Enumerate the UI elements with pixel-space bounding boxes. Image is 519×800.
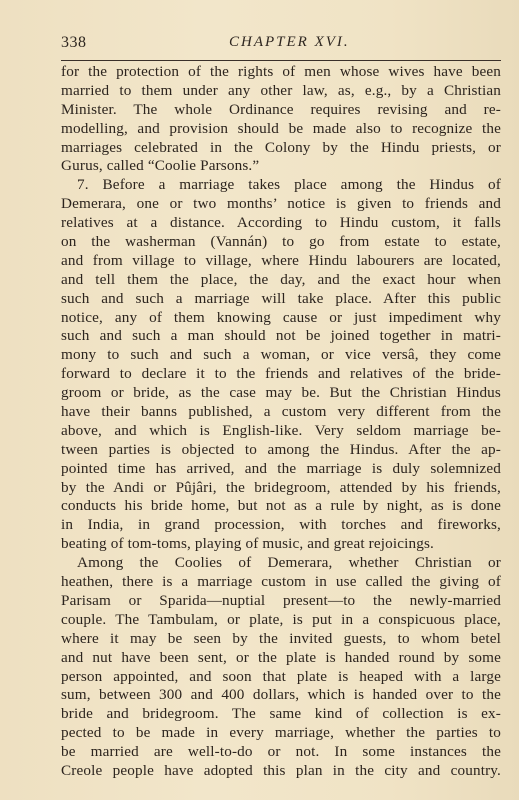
text-line: couple. The Tambulam, or plate, is put in a conspicuous place, [61, 610, 501, 628]
text-line: in India, in grand procession, with torches and fireworks, [61, 516, 501, 534]
page-number: 338 [61, 34, 87, 51]
text-line: above, and which is English-like. Very seldom marriage be- [61, 421, 501, 439]
text-line: bride and bridegroom. The same kind of collection is ex- [61, 705, 501, 723]
text-line: pointed time has arrived, and the marriage is duly solemnized [61, 459, 501, 477]
text-line: such and such a man should not be joined together in matri- [61, 327, 501, 345]
text-line: notice, any of them knowing cause or just impediment why [61, 308, 501, 326]
text-line: and tell them the place, the day, and the exact hour when [61, 270, 501, 288]
text-line: modelling, and provision should be made also to recognize the [61, 119, 501, 137]
text-line: relatives at a distance. According to Hindu custom, it falls [61, 214, 501, 232]
text-line: married to them under any other law, as, e.g., by a Christian [61, 81, 501, 99]
text-line: Parisam or Sparida—nuptial present—to the newly-married [61, 591, 501, 609]
text-line: Among the Coolies of Demerara, whether Christian or [77, 554, 501, 572]
text-line: heathen, there is a marriage custom in use called the giving of [61, 573, 501, 591]
text-line: and from village to village, where Hindu labourers are located, [61, 251, 501, 269]
text-line: Creole people have adopted this plan in the city and country. [61, 761, 501, 779]
text-line: groom or bride, as the case may be. But the Christian Hindus [61, 384, 501, 402]
text-line: beating of tom-toms, playing of music, and great rejoicings. [61, 535, 434, 553]
text-line: person appointed, and soon that plate is heaped with a large [61, 667, 501, 685]
text-line: Demerara, one or two months’ notice is given to friends and [61, 195, 501, 213]
text-line: Minister. The whole Ordinance requires revising and re- [61, 100, 501, 118]
text-line: pected to be made in every marriage, whether the parties to [61, 724, 501, 742]
text-line: by the Andi or Pûjâri, the bridegroom, attended by his friends, [61, 478, 501, 496]
body-text [61, 63, 501, 781]
text-line: tween parties is objected to among the Hindus. After the ap- [61, 440, 501, 458]
text-line: on the washerman (Vannán) to go from estate to estate, [61, 233, 501, 251]
text-line: conducts his bride home, but not as a rule by night, as is done [61, 497, 501, 515]
text-line: and nut have been sent, or the plate is handed round by some [61, 648, 501, 666]
text-line: where it may be seen by the invited guests, to whom betel [61, 629, 501, 647]
text-line: 7. Before a marriage takes place among the Hindus of [77, 176, 501, 194]
running-head: CHAPTER XVI. [229, 34, 350, 50]
text-line: sum, between 300 and 400 dollars, which is handed over to the [61, 686, 501, 704]
page-header [61, 34, 501, 58]
text-line: mony to such and such a woman, or vice versâ, they come [61, 346, 501, 364]
text-line: Gurus, called “Coolie Parsons.” [61, 157, 260, 175]
text-line: such and such a marriage will take place. After this public [61, 289, 501, 307]
text-line: have their banns published, a custom very different from the [61, 403, 501, 421]
text-line: be married are well-to-do or not. In some instances the [61, 743, 501, 761]
text-line: for the protection of the rights of men whose wives have been [61, 63, 501, 80]
text-line: marriages celebrated in the Colony by the Hindu priests, or [61, 138, 501, 156]
header-rule [61, 60, 501, 61]
text-line: forward to declare it to the friends and relatives of the bride- [61, 365, 501, 383]
